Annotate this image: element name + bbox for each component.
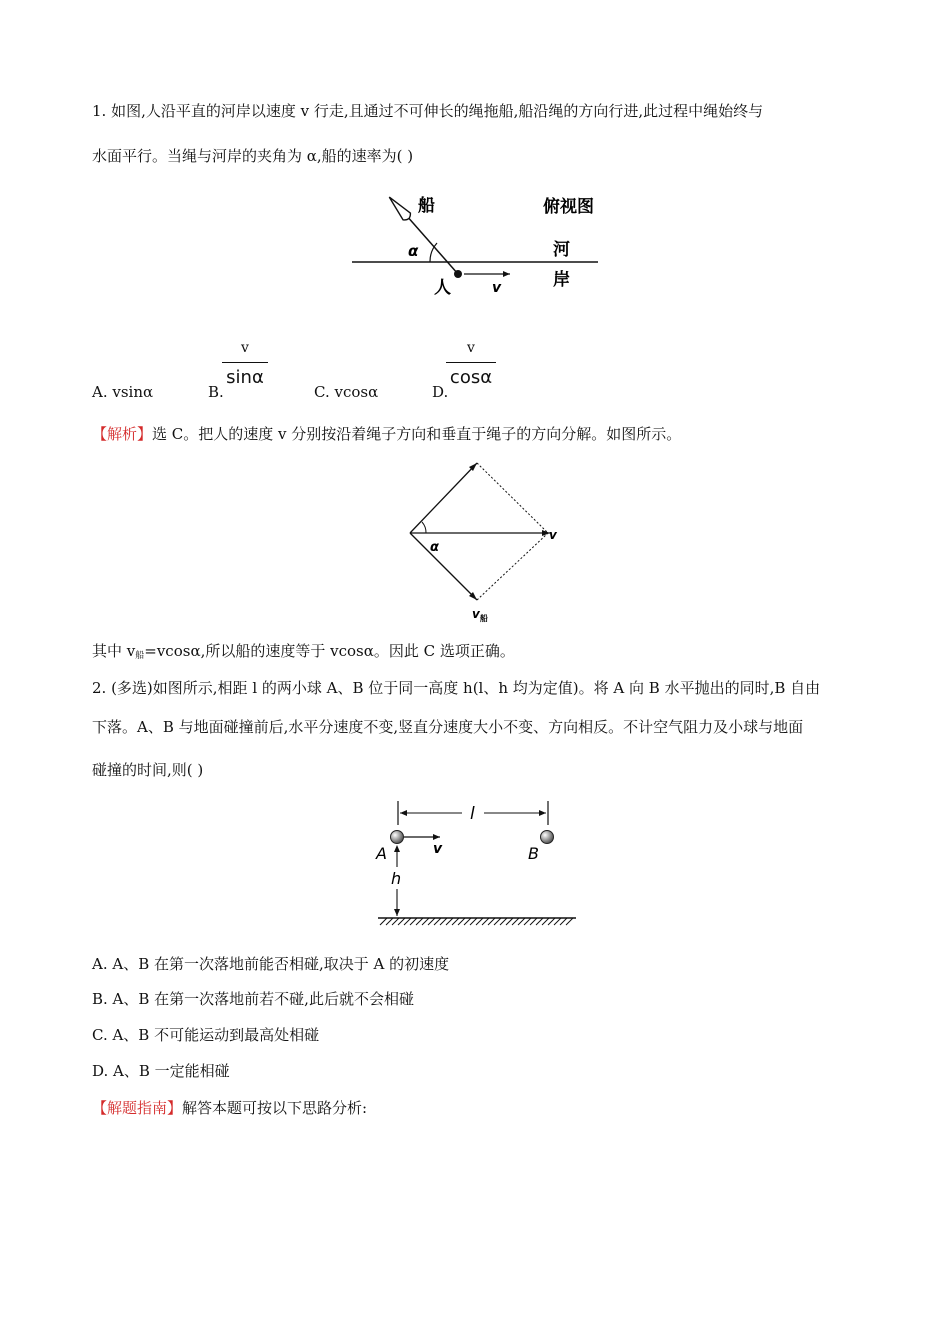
q1-option-b-label: B.: [208, 383, 224, 401]
q1-option-d-label: D.: [432, 383, 449, 401]
analysis-tag: 【解析】: [92, 425, 153, 443]
q1-analysis: [92, 423, 681, 445]
vector-v-boat: [410, 533, 477, 600]
q2-figure-balls: [370, 795, 590, 930]
conclusion-sub: 船: [135, 651, 145, 661]
conclusion-pre: 其中 v: [92, 642, 136, 660]
q2-option-a: A. A、B 在第一次落地前能否相碰,取决于 A 的初速度: [92, 955, 450, 973]
q1-text-line1: 1. 如图,人沿平直的河岸以速度 v 行走,且通过不可伸长的绳拖船,船沿绳的方向行进,此过程中绳始终与: [92, 102, 764, 120]
label-a: A: [376, 844, 387, 863]
guide-text: 解答本题可按以下思路分析:: [182, 1099, 368, 1117]
label-boat: 船: [418, 196, 435, 216]
q2-option-b: B. A、B 在第一次落地前若不碰,此后就不会相碰: [92, 990, 414, 1008]
label-l: l: [470, 804, 475, 824]
boat-icon: [386, 194, 413, 222]
q1-option-a: A. vsinα: [92, 383, 154, 401]
q1-option-d-fraction: [446, 340, 496, 388]
label-h: h: [391, 869, 402, 888]
q2-option-c: C. A、B 不可能运动到最高处相碰: [92, 1026, 320, 1044]
q1-option-c: C. vcosα: [314, 383, 379, 401]
guide-tag: 【解题指南】: [92, 1099, 183, 1117]
q2-text-line2: 下落。A、B 与地面碰撞前后,水平分速度不变,竖直分速度大小不变、方向相反。不计空气阻力及小球与地面: [92, 718, 804, 736]
q2-text-line3: 碰撞的时间,则( ): [92, 761, 204, 779]
q1-option-b-numerator: v: [241, 340, 249, 356]
label-v: v: [492, 280, 502, 296]
label-river: 河: [553, 240, 570, 260]
ball-b: [541, 831, 554, 844]
dotted-lower: [477, 533, 548, 600]
q1-figure-top-view: [340, 185, 620, 300]
q2-text-line1: 2. (多选)如图所示,相距 l 的两小球 A、B 位于同一高度 h(l、h 均为定值)。将 A 向 B 水平抛出的同时,B 自由: [92, 679, 821, 697]
dotted-upper: [477, 463, 548, 533]
q1-option-d-numerator: v: [467, 340, 475, 356]
person-dot: [454, 270, 462, 278]
analysis-text: 选 C。把人的速度 v 分别按沿着绳子方向和垂直于绳子的方向分解。如图所示。: [152, 425, 682, 443]
label-person: 人: [434, 278, 451, 298]
q1-option-b-fraction: [222, 340, 268, 388]
conclusion-post: =vcosα,所以船的速度等于 vcosα。因此 C 选项正确。: [144, 642, 515, 660]
q1-figure-decomposition: [400, 455, 570, 625]
ground-hatch: [380, 918, 573, 925]
ball-a: [391, 831, 404, 844]
vector-rope: [410, 463, 477, 533]
label-alpha-2: α: [430, 540, 439, 555]
q1-conclusion: [92, 640, 515, 667]
q1-option-d-denominator: cosα: [446, 362, 496, 388]
label-v-2: v: [549, 528, 557, 542]
label-b: B: [528, 844, 539, 863]
label-alpha: α: [408, 242, 419, 260]
label-view: 俯视图: [543, 197, 594, 217]
angle-arc-2: [422, 522, 426, 533]
label-bank: 岸: [553, 270, 570, 290]
q1-text-line2: 水面平行。当绳与河岸的夹角为 α,船的速率为( ): [92, 147, 414, 165]
q2-option-d: D. A、B 一定能相碰: [92, 1062, 230, 1080]
q1-option-b-denominator: sinα: [222, 362, 268, 388]
label-v-3: v: [433, 841, 443, 857]
q2-guide: [92, 1097, 367, 1119]
label-v-boat: $v_船$: [472, 607, 488, 623]
